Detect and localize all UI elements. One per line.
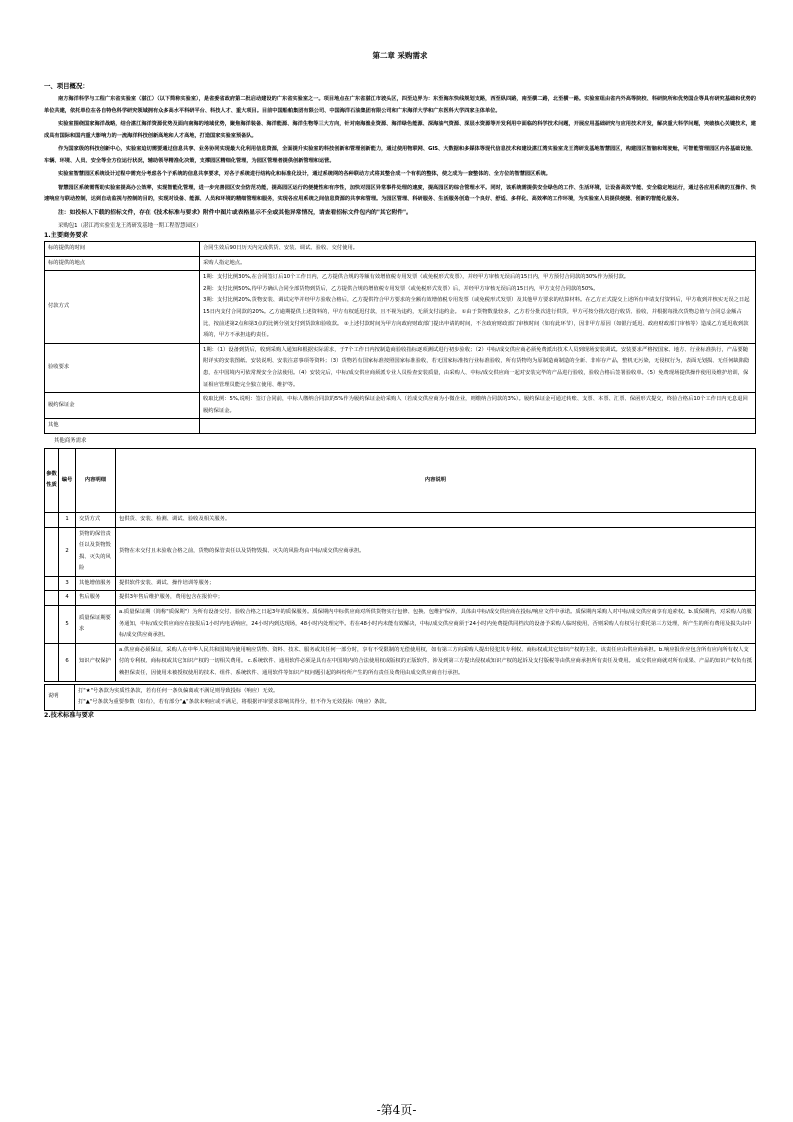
table-row (45, 576, 756, 591)
table-row (45, 256, 756, 271)
param-cell (45, 591, 59, 606)
header-desc: 内容说明 (116, 448, 756, 512)
row-desc: 货物在未交付且未验收合格之前，货物的保管责任以及货物毁损、灭失的风险均由中标/成交供应商承担。 (116, 527, 756, 576)
payment-phase-3: 3期：支付比例20%,货物安装、调试完毕并经甲方验收合格后，乙方提供符合甲方要求的全额有效增值税专用发票（或免税形式发票）及其他甲方要求的结算材料。在乙方正式提交上述所有申请支付资料后，甲方收到并核实无误之日起15日内支付合同款的20%。乙方逾期提供上述资料的，甲方有权延迟付款，且不视为违约，无须支付违约金。 ①由于货物数量较多，乙方若分批次进行供货，甲方可按分批次进行收货、验收，并根据每批次货物总值与合同总金额占比，按前述第2点和第3点的比例分别支付到货款和验收款。 ②上述付款时间为甲方向政府财政部门提出申请的时间，不含政府财政部门审核时间（如有此环节），因非甲方原因（如银行延迟、政府财政部门审核等）造成乙方延迟收到款项的，甲方不承担违约责任。 (203, 297, 750, 339)
overview-paragraph-4: 实验室智慧园区系统设计过程中需充分考虑各个子系统的信息共享要求，对各子系统进行结构化和标准化设计，通过系统网的各种联动方式将其整合成一个有机的整体，使之成为一套整体的、全方位的智慧园区系统。 (58, 171, 551, 177)
table-row (45, 393, 756, 419)
row-label: 验收要求 (45, 343, 200, 392)
main-business-table (44, 241, 756, 434)
chapter-title: 第二章 采购需求 (372, 51, 428, 60)
row-item: 其他增值服务 (76, 576, 116, 591)
attachment-note: 注：如投标人下载的招标文件，存在《技术标准与要求》附件中图片或表格显示不全或其他异常情况，请查看招标文件包内的"其它附件"。 (58, 209, 412, 216)
table-row (45, 606, 756, 644)
project-overview-heading: 一、项目概况： (44, 82, 89, 90)
header-no: 编号 (59, 448, 76, 512)
overview-paragraph-2: 实验室围绕国家海洋战略，结合湛江海洋资源优势及面向南海的地域优势，聚焦海洋装备、海洋能源、海洋生物等三大方向，针对南海渔业资源、海洋绿色能源、深海油气资源、深层水资源等开发利用中面临的科学技术问题，开展应用基础研究与应用技术开发，解决重大科学问题，突破核心关键技术，建成具有国际和国内重大影响力的一流海洋科技创新高地和人才高地，打造国家实验室预备队。 (44, 121, 756, 139)
remark-table (44, 684, 756, 711)
row-item: 质量保证期要求 (76, 606, 116, 644)
row-label: 标的提供的地点 (45, 256, 200, 271)
param-cell (45, 643, 59, 681)
payment-phase-2: 2期：支付比例50%,待甲方确认合同全部货物到货后，乙方提供合规的增值税专用发票（或免税形式发票）后，并经甲方审核无误后的15日内，甲方支付合同款的50%。 (203, 285, 599, 292)
row-label: 其他 (45, 419, 200, 434)
page-number: -第4页- (376, 1103, 417, 1117)
other-business-heading: 其他商务需求 (54, 437, 87, 444)
row-desc: 包供货、安装、检测、调试、验收及相关服务。 (116, 512, 756, 527)
param-cell (45, 512, 59, 527)
main-business-heading: 1.主要商务要求 (44, 232, 88, 239)
remark-line-2: 打"▲"号条款为重要参数（如有），若有部分"▲"条款未响应或不满足，将根据评审要求影响其得分，但不作为无效投标（响应）条款。 (78, 699, 390, 706)
row-no: 3 (59, 576, 76, 591)
tech-standard-heading: 2.技术标准与要求 (44, 711, 94, 719)
row-content: 1期：（1）设备到货后，收到采购人通知和根据实际需求，于7个工作日内按制造商验收指标逐项测试进行初步验收；（2）中标/成交供应商必须免费派出技术人员到现场安装调试。安装要求严格按国家、地方、行业标准执行，产品要随附详实的安装图纸、安装说明、安装注意事项等资料；（3）货物若有国家标准按照国家标准验收，若无国家标准按行业标准验收，所有货物均为原制造商制造的全新、非库存产品，整机无污染，无侵权行为，表面无划损、无任何缺陷隐患，在中国境内可依常规安全合法使用。（4）安装完后，中标/成交供应商须派专业人员检查安装质量，由采购人、中标/成交供应商一起对安装完毕的产品进行验收，验收合格后签署验收单。（5）免费现场提供操作使用及维护培训，保证相应管理员能完全独立使用、维护等。 (200, 343, 756, 392)
param-cell (45, 606, 59, 644)
row-content: 收取比例：5%,说明：签订合同前，中标人缴纳合同款的5%作为履约保证金给采购人（若成交供应商为小微企业，则缴纳合同款的3%）。履约保证金可通过转账、支票、本票、汇票、保函形式提交，终验合格后10个工作日内无息退回履约保证金。 (200, 393, 756, 419)
table-row (45, 419, 756, 434)
overview-paragraph-1: 南方海洋科学与工程广东省实验室（湛江）（以下简称实验室），是省委省政府第二批启动建设的广东省实验室之一。项目地点在广东省湛江市坡头区，四至边界为：东至海东快线规划支路，西至纵四路，南至横二路，北至横一路。实验室组由省内外高等院校、科研院所和优势国企等具有研究基础和优势的单位共建，依托单位在各自特色科学研究领域拥有众多高水平科研平台、科技人才、重大项目。目前中国船舶集团有限公司、中国海洋石油集团有限公司和广东海洋大学和广东医科大学四家主体单位。 (44, 96, 756, 114)
table-row (45, 643, 756, 681)
payment-content (200, 271, 756, 344)
remark-label: 说明 (45, 684, 75, 710)
row-item: 知识产权保护 (76, 643, 116, 681)
remark-line-1: 打"★"号条款为实质性条款，若有任何一条负偏离或不满足则导致投标（响应）无效。 (78, 687, 279, 694)
row-no: 1 (59, 512, 76, 527)
table-row (45, 527, 756, 576)
row-label: 履约保证金 (45, 393, 200, 419)
table-row (45, 271, 756, 344)
row-content (200, 419, 756, 434)
row-item: 交货方式 (76, 512, 116, 527)
param-cell (45, 576, 59, 591)
row-content: 采购人指定地点。 (200, 256, 756, 271)
other-business-table (44, 448, 756, 682)
header-row (45, 448, 756, 512)
remark-content (75, 684, 756, 710)
header-item: 内容明细 (76, 448, 116, 512)
overview-paragraph-5: 智慧园区系统需帮助实验室提高办公效率，实现智能化管理，进一步完善园区安全防范功能，提高园区运行的便捷性和有序性，加快对园区异常事件处理的速度，提高园区的综合管理水平。同时，该系统需提供安全绿色的工作、生活环境，让设备高效节能、安全稳定地运行，通过各应用系统的互操作、快速响应与联动控制，达到自动监视与控制的目的，实现对设备、能源、人员和环境的精细管理和服务，实现各应用系统之间信息资源的共享和管理。为园区管理、科研服务、生活服务创造一个良好、舒适、多样化、高效率的工作环境，为实验室人员提供便捷、创新的智能化服务。 (44, 184, 756, 202)
row-no: 6 (59, 643, 76, 681)
row-label: 付款方式 (45, 271, 200, 344)
row-no: 5 (59, 606, 76, 644)
param-cell (45, 527, 59, 576)
row-desc: a.质量保证期（简称"质保期"）为所有设备交付、验收合格之日起3年的质保服务。质保期内中标供应商对所供货物实行包修、包换、包维护保养，具体由中标/成交供应商在投标/响应文件中承诺。质保期内采购人对中标/成交供应商享有追索权。b.质保期内，对采购人的服务通知，中标/成交供应商应在接报后1小时内电话响应，24小时内到达现场，48小时内处理完毕。若在48小时内未能有效解决，中标/成交供应商须于24小时内免费提供同档次的设备予采购人临时使用，否则采购人有权另行委托第三方处理，所产生的所有费用及损失由中标/成交供应商承担。 (116, 606, 756, 644)
remark-row (45, 684, 756, 710)
row-item: 货物的保管责任以及货物毁损、灭失的风险 (76, 527, 116, 576)
overview-paragraph-3: 作为国家级的科技创新中心，实验室迫切需要通过信息共享、业务协同实现最大化利用信息资源，全面提升实验室的科技创新和管理创新能力，通过使用物联网、GIS、大数据和多媒体等现代信息技术和建设湛江湾实验室龙王湾研发基地智慧园区，构建园区智脑和驾驶舱，可智能管理园区内各基础设施、车辆、环境、人员、安全等全方位运行状况，辅助领导精准化决策，支撑园区精细化管理，为园区管理者提供创新管理和运营。 (44, 146, 756, 164)
package-line: 采购包1（湛江湾实验室龙王湾研发基地一期工程智慧园区） (58, 223, 202, 229)
payment-phase-1: 1期：支付比例30%,在合同签订后10个工作日内，乙方提供合规的等额有效增值税专用发票（或免税形式发票），并经甲方审核无误后的15日内，甲方预付合同款的30%作为预付款。 (203, 274, 630, 281)
table-row (45, 343, 756, 392)
document-page (44, 50, 756, 721)
table-row (45, 242, 756, 257)
table-row (45, 591, 756, 606)
row-no: 4 (59, 591, 76, 606)
header-param: 参数性质 (45, 448, 59, 512)
row-content: 合同生效后90日历天内完成供货、安装、调试、验收、交付使用。 (200, 242, 756, 257)
row-desc: a.供应商必须保证，采购人在中华人民共和国境内使用响应货物、资料、技术、服务或其任何一部分时，享有不受限制的无偿使用权，如有第三方向采购人提出侵犯其专利权、商标权或其它知识产权的主张，该责任应由供应商承担。b.响应报价应包含所有应向所有权人支付的专利权、商标权或其它知识产权的一切相关费用。 c.系统软件、通用软件必须是具有在中国境内的合法使用权或版权的正版软件，涉及到第三方提出侵权或知识产权的起诉及支付版税等由供应商承担所有责任及费用。 成交供应商就对所有成果、产品的知识产权负有抵赖担保责任，因使用未被授权使用的技术、组件、系统软件、通用软件等知识产权问题引起的纠纷所产生的所有责任及费用由成交供应商自行承担。 (116, 643, 756, 681)
row-desc: 提供软件安装、调试、操作培训等服务； (116, 576, 756, 591)
row-desc: 提供3年售后维护服务，费用包含在报价中； (116, 591, 756, 606)
table-row (45, 512, 756, 527)
row-no: 2 (59, 527, 76, 576)
row-label: 标的提供的时间 (45, 242, 200, 257)
row-item: 售后服务 (76, 591, 116, 606)
